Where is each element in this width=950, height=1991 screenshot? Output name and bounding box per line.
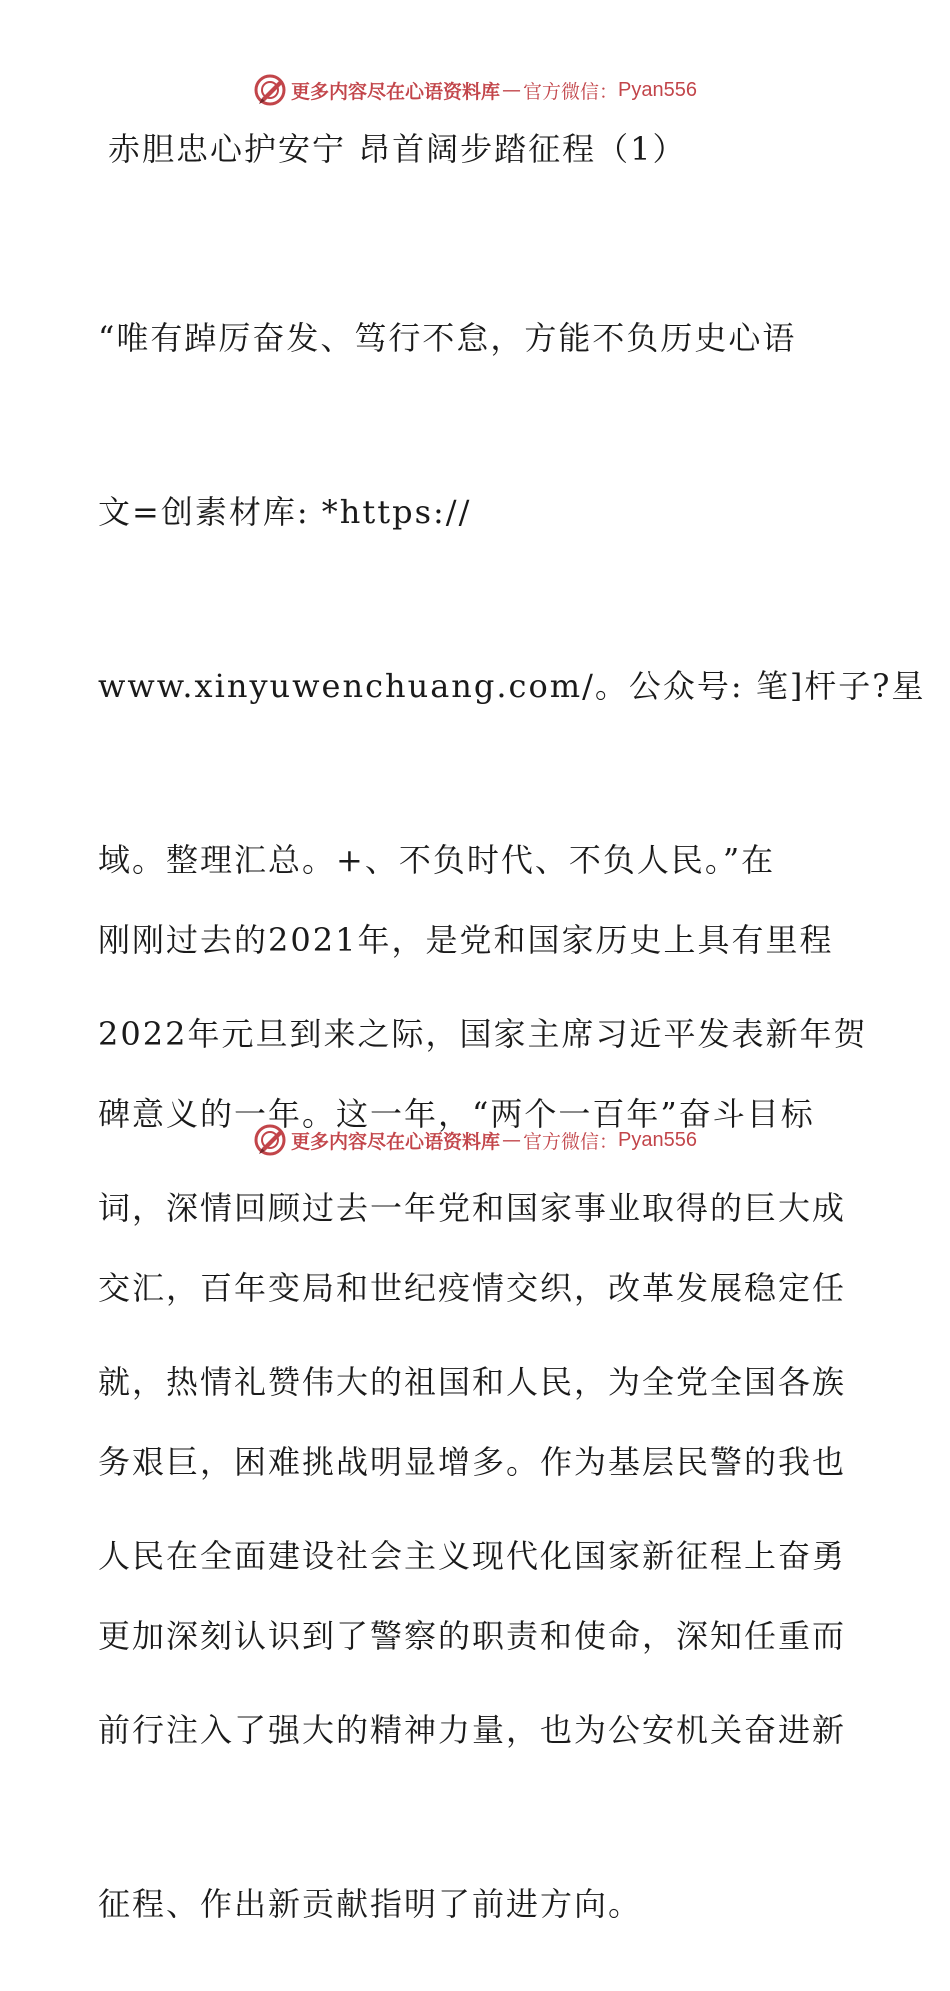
paragraph-line: 更加深刻认识到了警察的职责和使命，深知任重而 [98, 1617, 847, 1655]
paragraph-line: 2022年元旦到来之际，国家主席习近平发表新年贺 [98, 1015, 868, 1053]
paragraph-line: www.xinyuwenchuang.com/。公众号: 笔]杆子?星 [98, 667, 926, 705]
paragraph-line: 征程、作出新贡献指明了前进方向。 [98, 1885, 643, 1923]
paragraph-line: 域。整理汇总。+、不负时代、不负人民。”在 [98, 841, 776, 879]
paragraph-line: 务艰巨，困难挑战明显增多。作为基层民警的我也 [98, 1443, 847, 1481]
paragraph-line: 交汇，百年变局和世纪疫情交织，改革发展稳定任 [98, 1269, 847, 1307]
paragraph-line: 碑意义的一年。这一年，“两个一百年”奋斗目标 [98, 1095, 815, 1133]
banner-wechat-id: Pyan556 [618, 1128, 697, 1151]
paragraph-line: 词，深情回顾过去一年党和国家事业取得的巨大成 [98, 1189, 847, 1227]
banner-wechat-id: Pyan556 [618, 78, 697, 101]
paragraph-line: 人民在全面建设社会主义现代化国家新征程上奋勇 [98, 1537, 847, 1575]
banner-text: 更多内容尽在心语资料库 [291, 80, 501, 103]
banner-dash: — [502, 1129, 522, 1151]
paragraph-2 [98, 795, 868, 1723]
banner-text: 更多内容尽在心语资料库 [291, 1130, 501, 1153]
paragraph-line: “唯有踔厉奋发、笃行不怠，方能不负历史心语 [98, 319, 797, 357]
pen-logo-icon [253, 1123, 287, 1157]
banner-dash: — [502, 79, 522, 101]
paragraph-line: 前行注入了强大的精神力量，也为公安机关奋进新 [98, 1711, 847, 1749]
paragraph-line: 就，热情礼赞伟大的祖国和人民，为全党全国各族 [98, 1363, 847, 1401]
pen-logo-icon [253, 73, 287, 107]
document-title: 赤胆忠心护安宁 昂首阔步踏征程（1） [108, 130, 687, 168]
banner-wechat-label: 官方微信： [523, 80, 619, 103]
header-banner [0, 70, 950, 110]
paragraph-line: 文=创素材库: *https:// [98, 493, 472, 531]
banner-wechat-label: 官方微信： [523, 1130, 619, 1153]
footer-banner [0, 1120, 950, 1160]
paragraph-line: 刚刚过去的2021年，是党和国家历史上具有里程 [98, 921, 834, 959]
